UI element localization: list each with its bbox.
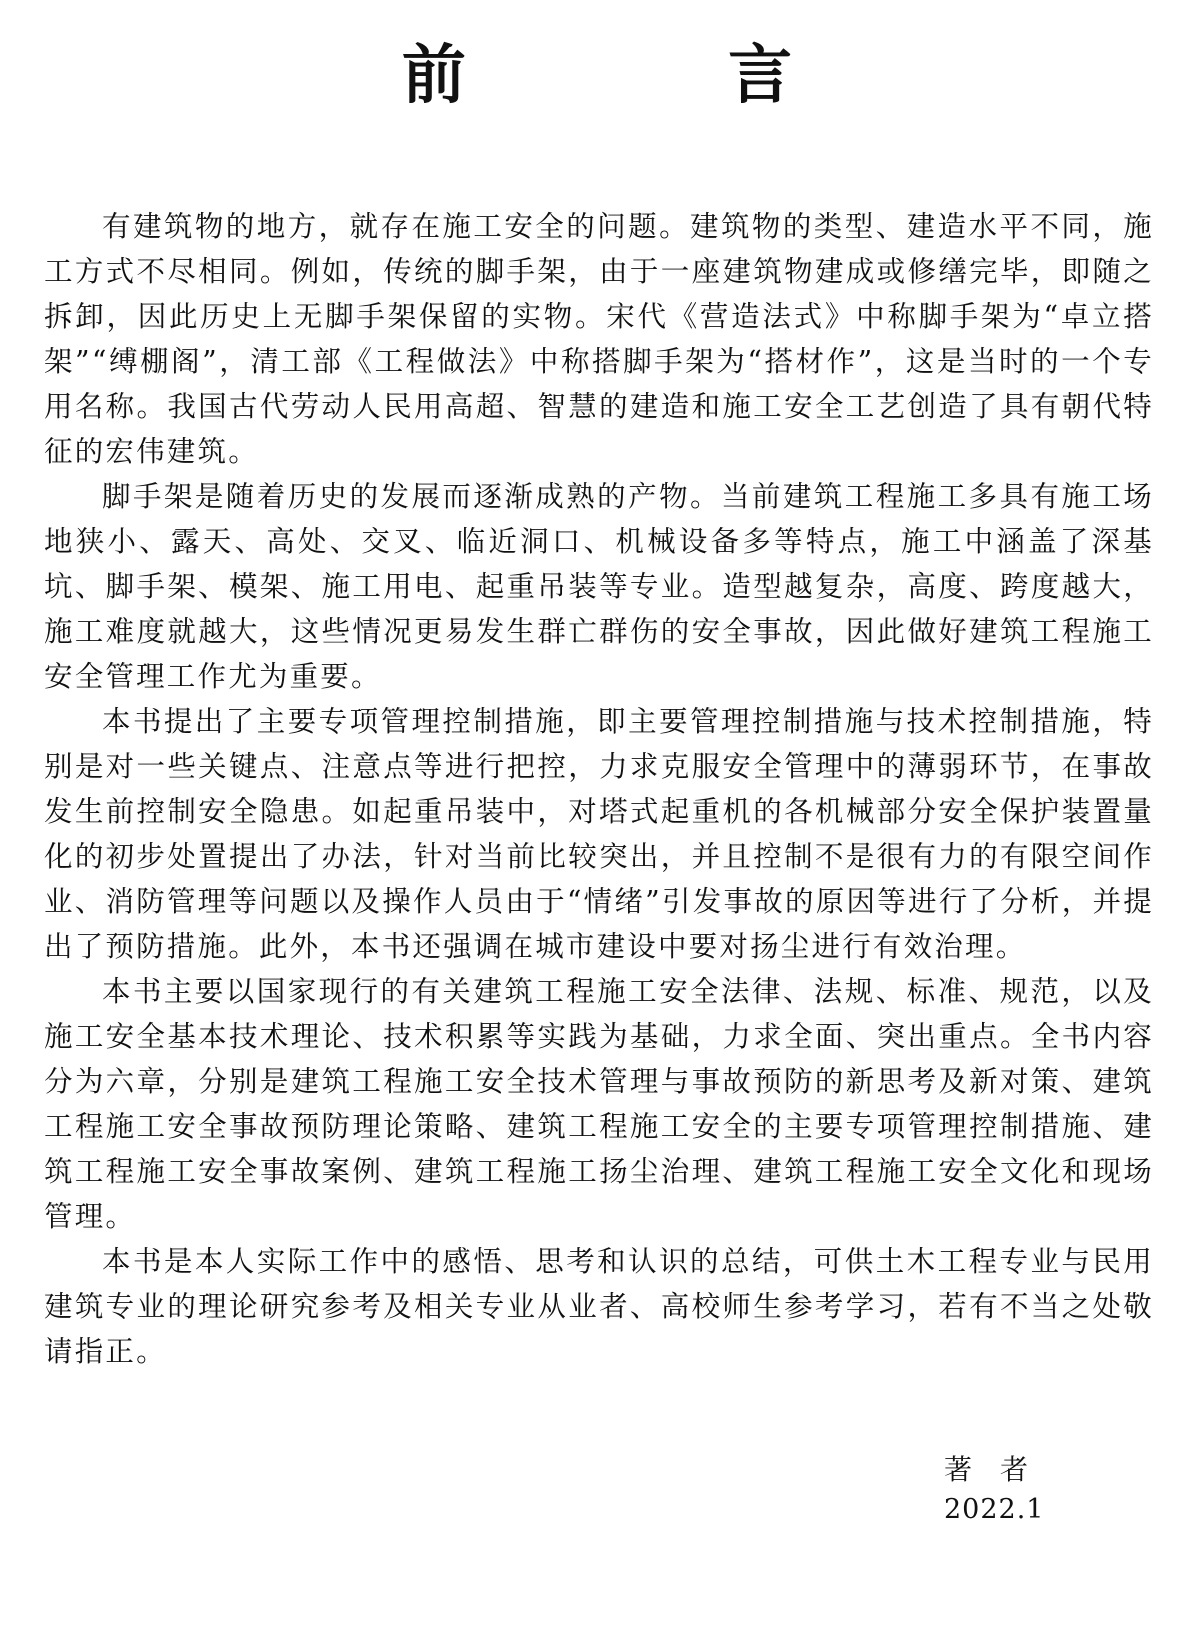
paragraph-4: 本书主要以国家现行的有关建筑工程施工安全法律、法规、标准、规范，以及施工安全基本技术理论、技术积累等实践为基础，力求全面、突出重点。全书内容分为六章，分别是建筑工程施工安全技术管理与事故预防的新思考及新对策、建筑工程施工安全事故预防理论策略、建筑工程施工安全的主要专项管理控制措施、建筑工程施工安全事故案例、建筑工程施工扬尘治理、建筑工程施工安全文化和现场管理。: [44, 975, 1154, 1233]
signature-author: 著者: [944, 1453, 1057, 1486]
paragraph-5: 本书是本人实际工作中的感悟、思考和认识的总结，可供土木工程专业与民用建筑专业的理论研究参考及相关专业从业者、高校师生参考学习，若有不当之处敬请指正。: [44, 1245, 1154, 1368]
page-title: 前 言: [401, 39, 913, 113]
paragraph-2: 脚手架是随着历史的发展而逐渐成熟的产物。当前建筑工程施工多具有施工场地狭小、露天、高处、交叉、临近洞口、机械设备多等特点，施工中涵盖了深基坑、脚手架、模架、施工用电、起重吊装等专业。造型越复杂，高度、跨度越大，施工难度就越大，这些情况更易发生群亡群伤的安全事故，因此做好建筑工程施工安全管理工作尤为重要。: [44, 480, 1154, 693]
preface-body: [44, 204, 1154, 1374]
paragraph-3: 本书提出了主要专项管理控制措施，即主要管理控制措施与技术控制措施，特别是对一些关键点、注意点等进行把控，力求克服安全管理中的薄弱环节，在事故发生前控制安全隐患。如起重吊装中，对塔式起重机的各机械部分安全保护装置量化的初步处置提出了办法，针对当前比较突出，并且控制不是很有力的有限空间作业、消防管理等问题以及操作人员由于“情绪”引发事故的原因等进行了分析，并提出了预防措施。此外，本书还强调在城市建设中要对扬尘进行有效治理。: [44, 705, 1154, 963]
signature-block: [944, 1450, 1144, 1530]
signature-date: 2022.1: [944, 1494, 1045, 1525]
paragraph-1: 有建筑物的地方，就存在施工安全的问题。建筑物的类型、建造水平不同，施工方式不尽相同。例如，传统的脚手架，由于一座建筑物建成或修缮完毕，即随之拆卸，因此历史上无脚手架保留的实物。宋代《营造法式》中称脚手架为“卓立搭架”“缚棚阁”，清工部《工程做法》中称搭脚手架为“搭材作”，这是当时的一个专用名称。我国古代劳动人民用高超、智慧的建造和施工安全工艺创造了具有朝代特征的宏伟建筑。: [44, 210, 1154, 468]
